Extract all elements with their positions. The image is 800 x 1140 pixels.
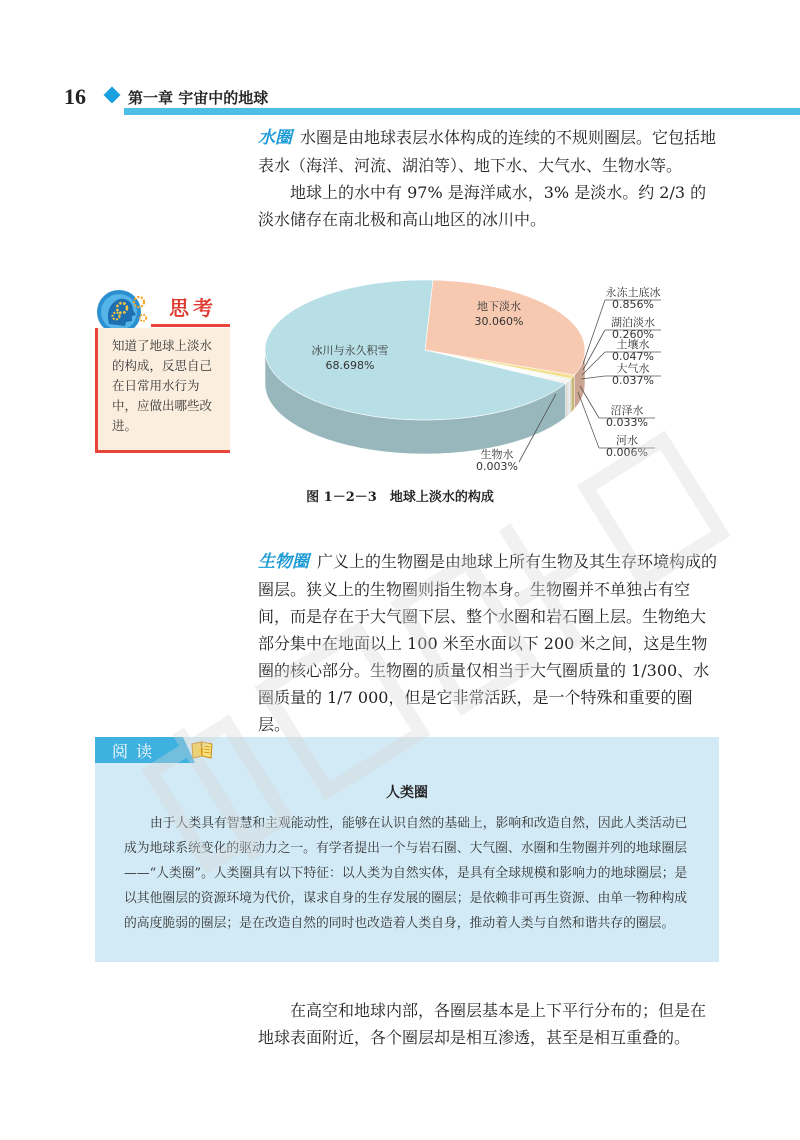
pie-label-category-5: 大气水	[616, 362, 650, 375]
closing-section	[258, 997, 720, 1051]
biosphere-section	[258, 548, 720, 738]
pie-label-category-6: 沼泽水	[610, 404, 644, 417]
pie-side-2	[571, 375, 574, 412]
pie-label-category-0: 冰川与永久积雪	[311, 344, 389, 357]
diamond-icon	[104, 87, 121, 104]
think-underline	[151, 324, 230, 327]
closing-paragraph	[258, 997, 720, 1051]
pie-label-category-7: 河水	[616, 434, 638, 447]
hydrosphere-paragraph-2	[258, 179, 720, 233]
figure-caption: 图 1－2－3 地球上淡水的构成	[306, 490, 494, 505]
pie-label-value-3: 0.260%	[612, 328, 654, 341]
pie-leader-line-6	[580, 386, 599, 418]
pie-label-category-8: 生物水	[480, 448, 514, 461]
pie-label-category-3: 湖泊淡水	[611, 316, 655, 329]
pie-label-value-0: 68.698%	[325, 359, 375, 372]
biosphere-text: 广义上的生物圈是由地球上所有生物及其生存环境构成的圈层。狭义上的生物圈则指生物本身。生物圈并不单独占有空间，而是存在于大气圈下层、整个水圈和岩石圈上层。生物绝大部分集中在地面以上 100 米至水面以下 200 米之间，这是生物圈的核心部分。生物圈的质量仅相当于大气圈质量的 1/300、水圈质量的 1/7 000，但是它非常活跃，是一个特殊和重要的圈层。	[258, 552, 718, 734]
reading-body-text: 由于人类具有智慧和主观能动性，能够在认识自然的基础上，影响和改造自然，因此人类活动已成为地球系统变化的驱动力之一。有学者提出一个与岩石圈、大气圈、水圈和生物圈并列的地球圈层——“人类圈”。人类圈具有以下特征：以人类为自然实体，是具有全球规模和影响力的地球圈层；是以其他圈层的资源环境为代价，谋求自身的生存发展的圈层；是依赖非可再生资源、由单一物种构成的高度脆弱的圈层；是在改造自然的同时也改造着人类自身，推动着人类与自然和谐共存的圈层。	[124, 816, 688, 931]
pie-leader-line-3	[583, 330, 605, 370]
header-rule	[124, 108, 800, 115]
book-icon	[190, 740, 214, 760]
think-body: 知道了地球上淡水的构成，反思自己在日常用水行为中，应做出哪些改进。	[95, 328, 230, 453]
biosphere-term: 生物圈	[258, 552, 309, 572]
pie-leader-line-4	[582, 352, 605, 375]
pie-label-value-7: 0.006%	[606, 446, 648, 459]
reading-title: 人类圈	[386, 785, 428, 801]
think-box	[95, 288, 230, 453]
think-title: 思考	[169, 296, 217, 320]
pie-label-value-1: 30.060%	[474, 315, 524, 328]
pie-label-category-1: 地下淡水	[477, 300, 521, 313]
pie-label-value-2: 0.856%	[612, 298, 654, 311]
pie-label-value-8: 0.003%	[476, 460, 518, 473]
hydrosphere-text-2: 地球上的水中有 97% 是海洋咸水，3% 是淡水。约 2/3 的淡水储存在南北极和高山地区的冰川中。	[258, 183, 707, 229]
freshwater-pie-chart	[255, 262, 720, 482]
closing-text: 在高空和地球内部，各圈层基本是上下平行分布的；但是在地球表面附近，各个圈层却是相互渗透，甚至是相互重叠的。	[258, 1001, 707, 1047]
pie-label-category-2: 永冻土底冰	[605, 286, 661, 299]
hydrosphere-term: 水圈	[258, 128, 292, 148]
pie-label-value-4: 0.047%	[612, 350, 654, 363]
hydrosphere-paragraph-1	[258, 124, 720, 179]
pie-leader-line-2	[583, 300, 605, 364]
pie-label-value-6: 0.033%	[606, 416, 648, 429]
hydrosphere-text-1: 水圈是由地球表层水体构成的连续的不规则圈层。它包括地表水（海洋、河流、湖泊等）、地下水、大气水、生物水等。	[258, 128, 717, 175]
page-number: 16	[64, 84, 86, 109]
pie-label-value-5: 0.037%	[612, 374, 654, 387]
reading-body	[124, 811, 696, 936]
pie-label-category-4: 土壤水	[616, 338, 650, 351]
hydrosphere-section	[258, 124, 720, 233]
chapter-title: 第一章 宇宙中的地球	[128, 89, 269, 107]
reading-tab-label: 阅读	[112, 742, 161, 761]
biosphere-paragraph	[258, 548, 720, 738]
